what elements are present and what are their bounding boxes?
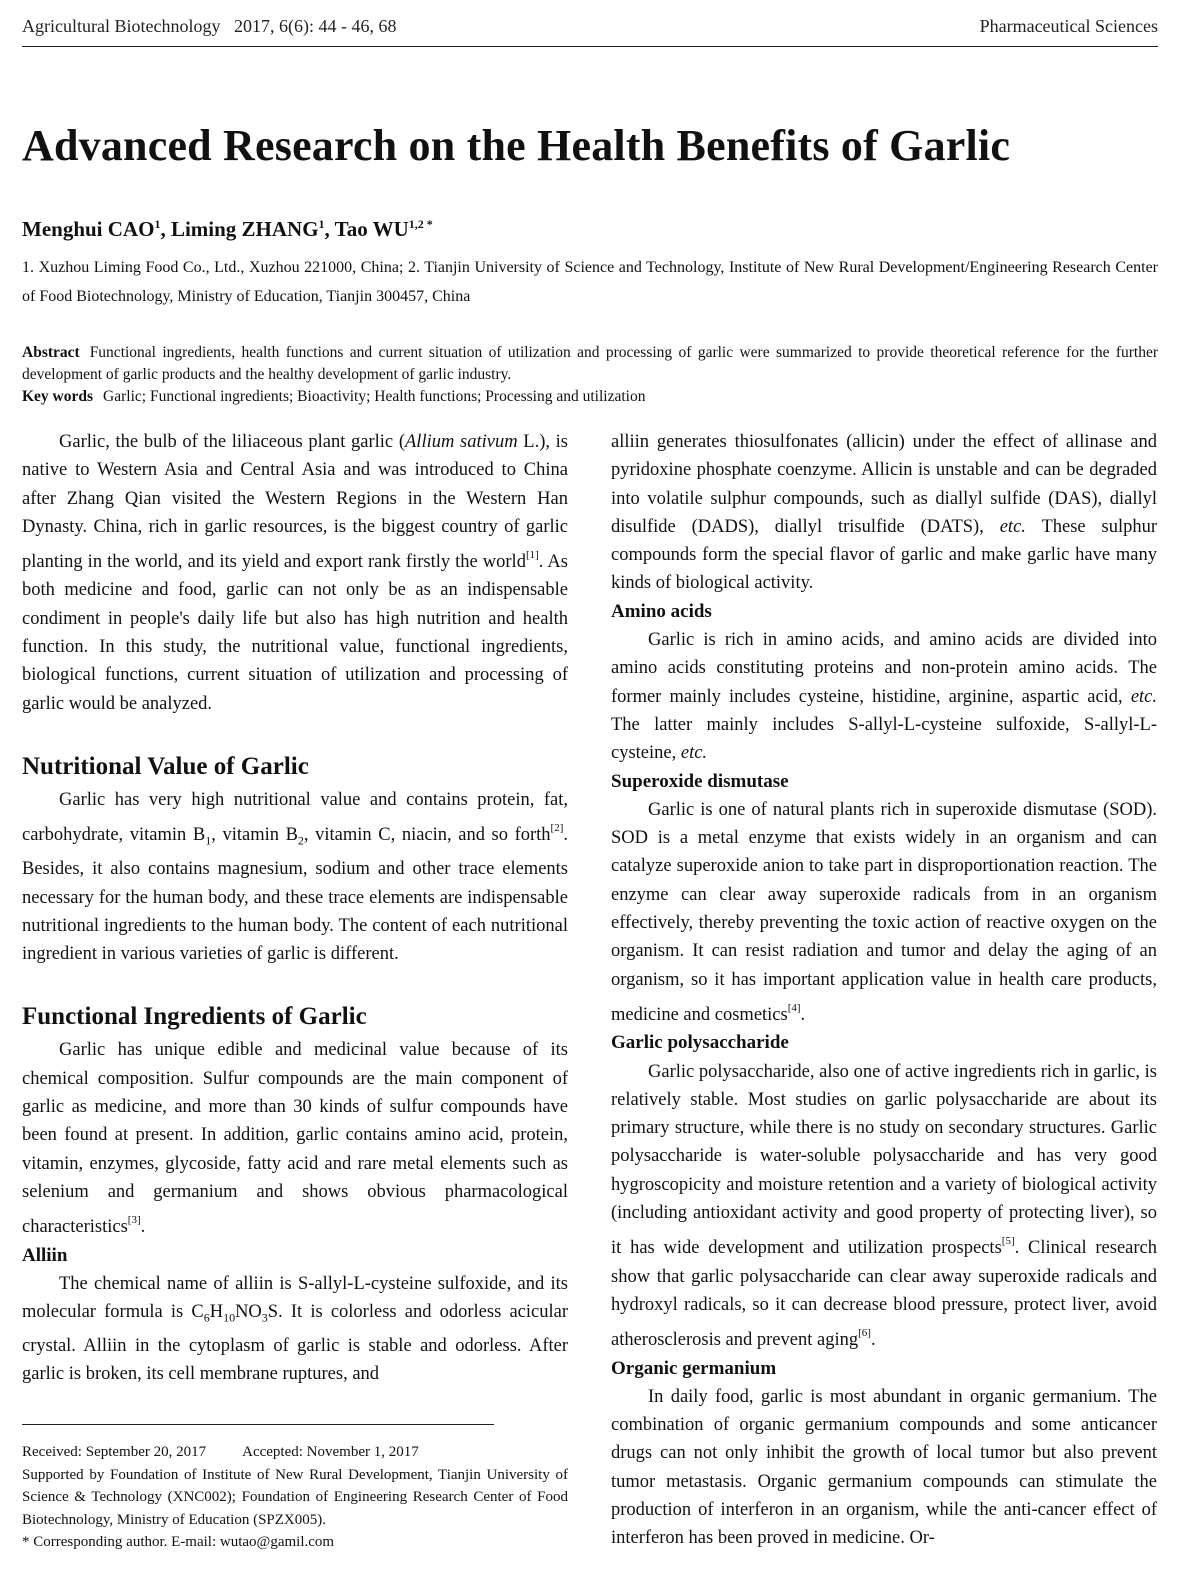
author-list: Menghui CAO$^1$, Liming ZHANG$^1$, Tao $WU^{1,2 *}$ [22, 217, 433, 241]
heading-amino-acids: Amino acids [611, 600, 712, 622]
heading-nutritional-value: Nutritional Value of Garlic [22, 752, 309, 780]
citation-6: [6] [858, 1327, 871, 1340]
corresponding-author: * Corresponding author. E-mail: wutao@gamil.com [22, 1534, 335, 1550]
right-column [611, 428, 1157, 1553]
footnotes [22, 1441, 568, 1554]
running-header [22, 16, 1158, 37]
heading-functional-ingredients: Functional Ingredients of Garlic [22, 1003, 367, 1031]
heading-alliin: Alliin [22, 1244, 68, 1266]
footnote-rule [22, 1424, 494, 1425]
germanium-paragraph: In daily food, garlic is most abundant in organic germanium. The combination of organic germanium compounds and some anticancer drugs can not only inhibit the growth of local tumor but also prevent tumor metastasis. Organic germanium compounds can stimulate the production of interferon in an organism, while the anti-cancer effect of interferon has been proved in medicine. Or- [611, 1386, 1157, 1549]
affiliations: 1. Xuzhou Liming Food Co., Ltd., Xuzhou 221000, China; 2. Tianjin University of Science and Technology, Institute of New Rural Development/Engineering Research Center of Food Biotechnology, Ministry of Education, Tianjin 300457, China [22, 259, 1158, 305]
intro-paragraph: Garlic, the bulb of the liliaceous plant garlic (Allium sativum L.), is native to Western Asia and Central Asia and was introduced to China after Zhang Qian visited the Western Regions in the Western Han Dynasty. China, rich in garlic resources, is the biggest country of garlic planting in the world, and its yield and export rank firstly the world[1]. As both medicine and food, garlic can not only be as an indispensable condiment in people's daily life but also has high nutrition and health function. In this study, the nutritional value, functional ingredients, biological functions, current situation of utilization and processing of garlic would be analyzed. [22, 432, 568, 714]
journal-citation: Agricultural Biotechnology 2017, 6(6): 44 - 46, 68 [22, 16, 397, 36]
keywords-text: Garlic; Functional ingredients; Bioactivity; Health functions; Processing and utilization [103, 388, 646, 405]
accepted-date: Accepted: November 1, 2017 [242, 1444, 419, 1460]
amino-paragraph: Garlic is rich in amino acids, and amino acids are divided into amino acids constituting proteins and non-protein amino acids. The former mainly includes cysteine, histidine, arginine, aspartic acid, etc. The latter mainly includes S-allyl-L-cysteine sulfoxide, S-allyl-L-cysteine, etc. [611, 630, 1157, 764]
keywords-label: Key words [22, 388, 94, 405]
abstract-block [22, 342, 1158, 408]
abstract [22, 342, 1158, 386]
functional-paragraph: Garlic has unique edible and medicinal value because of its chemical composition. Sulfur compounds are the main component of garlic as medicine, and more than 30 kinds of sulfur compounds have been found at present. In addition, garlic contains amino acid, protein, vitamin, enzymes, glycoside, fatty acid and rare metal elements such as selenium and germanium and shows obvious pharmacological characteristics[3]. [22, 1040, 568, 1238]
author-1: Menghui CAO [22, 217, 155, 241]
abstract-label: Abstract [22, 344, 80, 361]
heading-superoxide-dismutase: Superoxide dismutase [611, 770, 789, 792]
citation-5: [5] [1001, 1235, 1015, 1248]
species-name: Allium sativum [405, 432, 518, 452]
citation-3: [3] [127, 1214, 141, 1227]
author-2: Liming ZHANG [170, 217, 319, 241]
heading-organic-germanium: Organic germanium [611, 1357, 777, 1379]
author-1-affil: 1 [154, 217, 161, 231]
received-date: Received: September 20, 2017 [22, 1444, 207, 1460]
dates-line [22, 1441, 568, 1464]
author-3-affil: 1,2 * [408, 217, 433, 231]
funding-note: Supported by Foundation of Institute of New Rural Development, Tianjin University of Science & Technology (XNC002); Foundation of Engineering Research Center of Food Biotechnology, Ministry of Education (SPZX005). [22, 1466, 568, 1528]
citation-2: [2] [550, 822, 564, 835]
header-rule [22, 46, 1158, 47]
alliin-paragraph: The chemical name of alliin is S-allyl-L-cysteine sulfoxide, and its molecular formula is $C_6H_{10}NO_3S$. It is colorless and odorless acicular crystal. Alliin in the cytoplasm of garlic is stable and odorless. After garlic is broken, its cell membrane ruptures, and [22, 1273, 568, 1385]
author-3: Tao WU [334, 217, 409, 241]
heading-garlic-polysaccharide: Garlic polysaccharide [611, 1032, 789, 1054]
polysaccharide-paragraph: Garlic polysaccharide, also one of active ingredients rich in garlic, is relatively stable. Most studies on garlic polysaccharide are about its primary structure, while there is no study on secondary structures. Garlic polysaccharide is water-soluble polysaccharide and has very good hygroscopicity and moisture retention and a variety of biological activity (including antioxidant activity and good property of protecting liver), so it has wide development and utilization prospects[5]. Clinical research show that garlic polysaccharide can clear away superoxide radicals and hydroxyl radicals, so it can decrease blood pressure, protect liver, avoid atherosclerosis and prevent aging[6]. [611, 1061, 1157, 1351]
citation-4: [4] [787, 1001, 801, 1014]
article-title: Advanced Research on the Health Benefits of Garlic [22, 121, 1011, 170]
author-2-affil: 1 [318, 217, 325, 231]
citation-1: [1] [525, 549, 539, 562]
left-column [22, 428, 568, 1389]
abstract-text: Functional ingredients, health functions and current situation of utilization and processing of garlic were summarized to provide theoretical reference for the further development of garlic products and the healthy development of garlic industry. [22, 344, 1158, 383]
sod-paragraph: Garlic is one of natural plants rich in superoxide dismutase (SOD). SOD is a metal enzyme that exists widely in an organism and can catalyze superoxide anion to take part in disproportionation reaction. The enzyme can clear away superoxide radicals from in an organism effectively, thereby preventing the toxic action of reactive oxygen on the organism. It can resist radiation and tumor and delay the aging of an organism, so it has important application value in health care products, medicine and cosmetics[4]. [611, 799, 1157, 1025]
alliin-paragraph-continued: alliin generates thiosulfonates (allicin) under the effect of allinase and pyridoxine phosphate coenzyme. Allicin is unstable and can be degraded into volatile sulphur compounds, such as diallyl sulfide (DAS), diallyl disulfide (DADS), diallyl trisulfide (DATS), etc. These sulphur compounds form the special flavor of garlic and make garlic have many kinds of biological activity. [611, 432, 1157, 594]
section-name: Pharmaceutical Sciences [979, 16, 1158, 36]
keywords [22, 386, 1158, 408]
nutrition-paragraph: Garlic has very high nutritional value and contains protein, fat, carbohydrate, vitamin $B_1$, vitamin $B_2$, vitamin C, niacin, and so forth[2]. Besides, it also contains magnesium, sodium and other trace elements necessary for the human body, and these trace elements are indispensable nutritional ingredients to the human body. The content of each nutritional ingredient in various varieties of garlic is different. [22, 789, 568, 965]
